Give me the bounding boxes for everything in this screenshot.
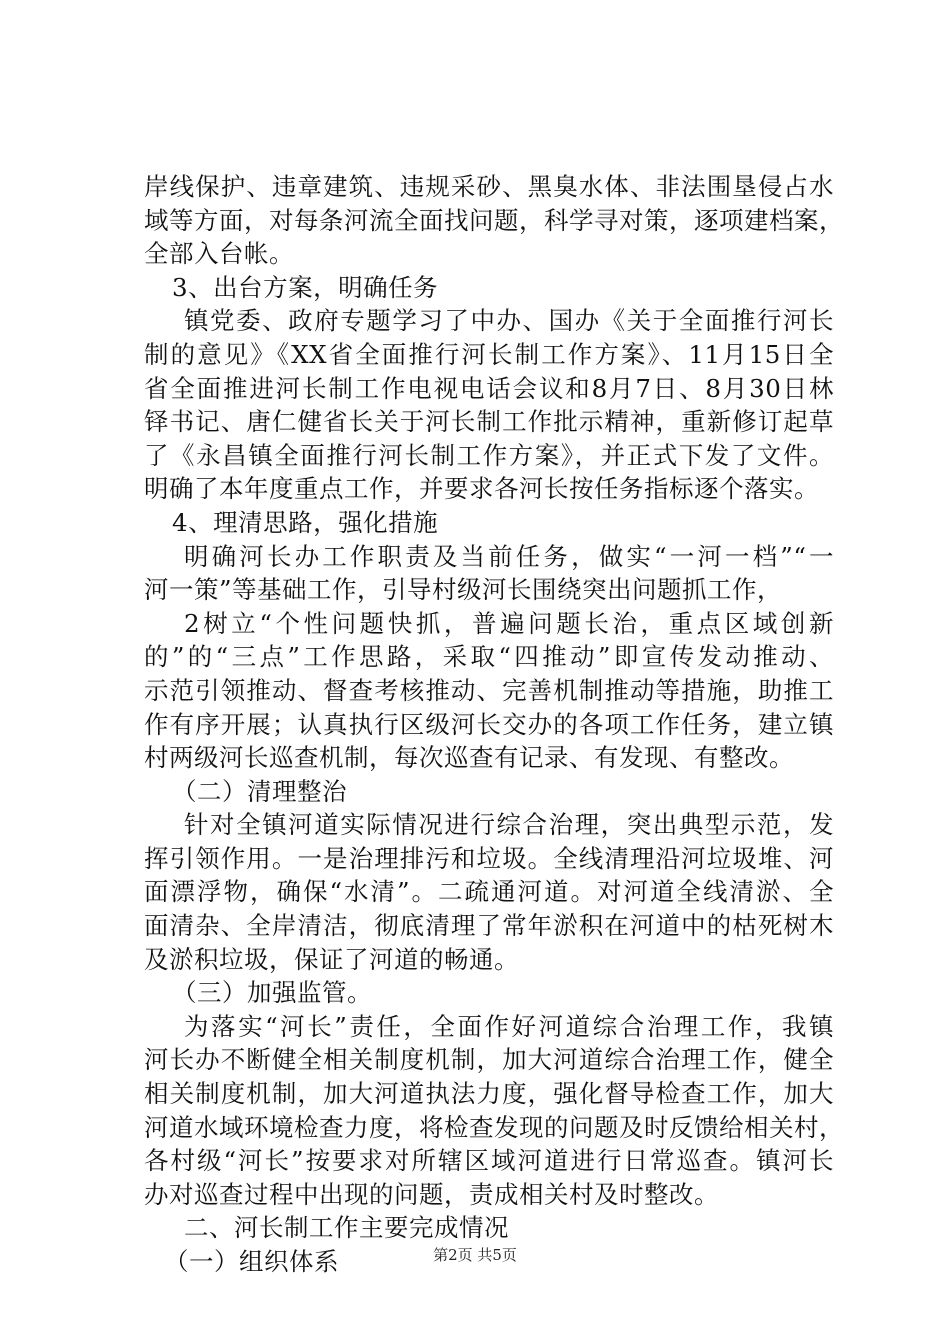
paragraph-line: 面漂浮物，确保“水清”。二疏通河道。对河道全线清淤、全 xyxy=(144,877,834,907)
paragraph-line: 针对全镇河道实际情况进行综合治理，突出典型示范，发 xyxy=(184,810,834,840)
paragraph-line: 镇党委、政府专题学习了中办、国办《关于全面推行河长 xyxy=(184,306,834,336)
section-heading: （一）组织体系 xyxy=(164,1247,339,1276)
paragraph-line: 相关制度机制，加大河道执法力度，强化督导检查工作，加大 xyxy=(144,1079,834,1109)
section-heading: 3、出台方案，明确任务 xyxy=(172,272,439,302)
paragraph-line: 明确河长办工作职责及当前任务，做实“一河一档”“一 xyxy=(184,541,834,571)
paragraph-line: 面清杂、全岸清洁，彻底清理了常年淤积在河道中的枯死树木 xyxy=(144,911,834,941)
section-heading: 二、河长制工作主要完成情况 xyxy=(184,1213,509,1243)
section-heading: （二）清理整治 xyxy=(172,776,347,806)
section-heading: 4、理清思路，强化措施 xyxy=(172,507,439,537)
paragraph-line: 村两级河长巡查机制，每次巡查有记录、有发现、有整改。 xyxy=(144,743,794,773)
paragraph-line: 为落实“河长”责任，全面作好河道综合治理工作，我镇 xyxy=(184,1011,834,1041)
paragraph-line: 河长办不断健全相关制度机制，加大河道综合治理工作，健全 xyxy=(144,1045,834,1075)
paragraph-line: 省全面推进河长制工作电视电话会议和8月7日、8月30日林 xyxy=(144,373,834,403)
paragraph-line: 各村级“河长”按要求对所辖区域河道进行日常巡查。镇河长 xyxy=(144,1146,834,1176)
paragraph-line: 岸线保护、违章建筑、违规采砂、黑臭水体、非法围垦侵占水 xyxy=(144,172,834,201)
paragraph-line: 了《永昌镇全面推行河长制工作方案》，并正式下发了文件。 xyxy=(144,440,834,470)
paragraph-line: 铎书记、唐仁健省长关于河长制工作批示精神，重新修订起草 xyxy=(144,407,834,437)
paragraph-line: 办对巡查过程中出现的问题，责成相关村及时整改。 xyxy=(144,1179,719,1209)
paragraph-line: 域等方面，对每条河流全面找问题，科学寻对策，逐项建档案， xyxy=(144,205,844,235)
paragraph-line: 河一策”等基础工作，引导村级河长围绕突出问题抓工作， xyxy=(144,575,783,605)
paragraph-line: 的”的“三点”工作思路，采取“四推动”即宣传发动推动、 xyxy=(144,642,834,672)
paragraph-line: 河道水域环境检查力度，将检查发现的问题及时反馈给相关村， xyxy=(144,1112,844,1142)
paragraph-line: 明确了本年度重点工作，并要求各河长按任务指标逐个落实。 xyxy=(144,474,819,504)
page-number-footer: 第2页 共5页 xyxy=(433,1246,517,1264)
paragraph-line: 示范引领推动、督查考核推动、完善机制推动等措施，助推工 xyxy=(144,675,834,705)
paragraph-line: 2树立“个性问题快抓，普遍问题长治，重点区域创新 xyxy=(184,608,834,638)
paragraph-line: 挥引领作用。一是治理排污和垃圾。全线清理沿河垃圾堆、河 xyxy=(144,843,834,873)
document-body xyxy=(144,170,844,1279)
paragraph-line: 作有序开展；认真执行区级河长交办的各项工作任务，建立镇 xyxy=(144,709,834,739)
paragraph-line: 及淤积垃圾，保证了河道的畅通。 xyxy=(144,944,519,974)
paragraph-line: 全部入台帐。 xyxy=(144,239,294,269)
paragraph-line: 制的意见》《XX省全面推行河长制工作方案》、11月15日全 xyxy=(144,339,834,369)
section-heading: （三）加强监管。 xyxy=(172,978,372,1008)
